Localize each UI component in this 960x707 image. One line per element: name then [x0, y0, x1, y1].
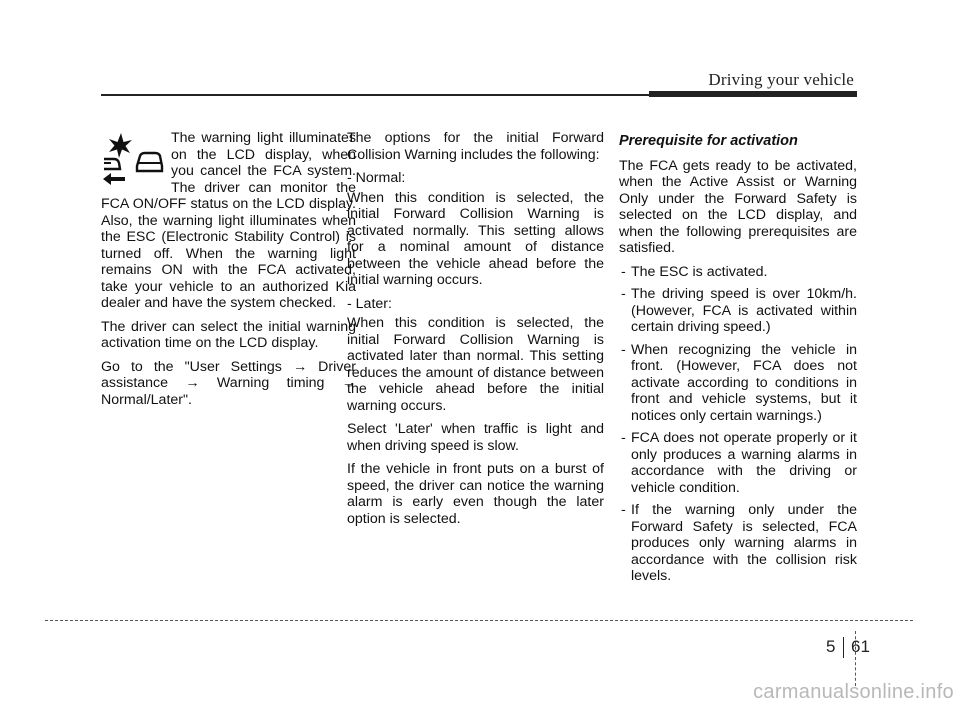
later-option-text: When this condition is selected, the initial Forward Collision Warning is activated later than normal. This setting reduces the amount of distance between the vehicle ahead before the initial warning occurs. [347, 315, 604, 414]
chapter-number: 5 [826, 637, 836, 656]
normal-option-text: When this condition is selected, the initial Forward Collision Warning is activated normally. This setting allows for a nominal amount of distance between the vehicle ahead before the initial warning occurs. [347, 189, 604, 288]
select-later-paragraph: Select 'Later' when traffic is light and when driving speed is slow. [347, 421, 604, 454]
page-number: 61 [851, 637, 870, 656]
header-rule-bold [649, 91, 857, 97]
column-2 [347, 130, 604, 534]
normal-option-label: - Normal: [347, 170, 406, 186]
later-option-label: - Later: [347, 295, 392, 312]
burst-speed-paragraph: If the vehicle in front puts on a burst of speed, the driver can notice the warning alarm is early even though the later option is selected. [347, 461, 604, 527]
running-header: Driving your vehicle [708, 70, 854, 89]
activation-time-paragraph: The driver can select the initial warning activation time on the LCD display. [101, 318, 356, 351]
section-heading: Prerequisite for activation [619, 133, 798, 149]
list-item: - If the warning only under the Forward Safety is selected, FCA produces only warning alarms in accordance with the collision risk levels. [619, 502, 857, 585]
list-item: - When recognizing the vehicle in front. (However, FCA does not activate according to conditions in front and vehicle systems, but it notices only certain warnings.) [619, 342, 857, 425]
warning-light-paragraph: The warning light illuminates on the LCD display, when you cancel the FCA system. The driver can monitor the FCA ON/OFF status on the LCD display. Also, the warning light illuminates when the ESC (Electronic Stability Control) is turned off. When the warning light remains ON with the FCA activated, take your vehicle to an authorized Kia dealer and have the system checked. [101, 130, 356, 311]
list-item: - The ESC is activated. [619, 264, 857, 281]
list-item: - FCA does not operate properly or it only produces a warning alarms in accordance with the driving or vehicle condition. [619, 430, 857, 496]
list-item: - The driving speed is over 10km/h. (However, FCA is activated within certain driving speed.) [619, 286, 857, 336]
settings-path-paragraph: Go to the "User Settings → Driver assistance → Warning timing → Normal/Later". [101, 358, 356, 408]
fca-warning-light-icon [101, 132, 171, 188]
header-rule [101, 94, 649, 96]
watermark: carmanualsonline.info [753, 681, 954, 703]
column-1 [101, 130, 356, 415]
column-3 [619, 130, 857, 591]
footer-rule [45, 620, 913, 621]
prerequisite-intro: The FCA gets ready to be activated, when the Active Assist or Warning Only under the Forward Safety is selected on the LCD display, and when the following prerequisites are satisfied. [619, 157, 857, 256]
page-number-separator [843, 637, 844, 658]
options-intro: The options for the initial Forward Collision Warning includes the following: [347, 130, 604, 163]
prerequisite-list [619, 264, 857, 585]
